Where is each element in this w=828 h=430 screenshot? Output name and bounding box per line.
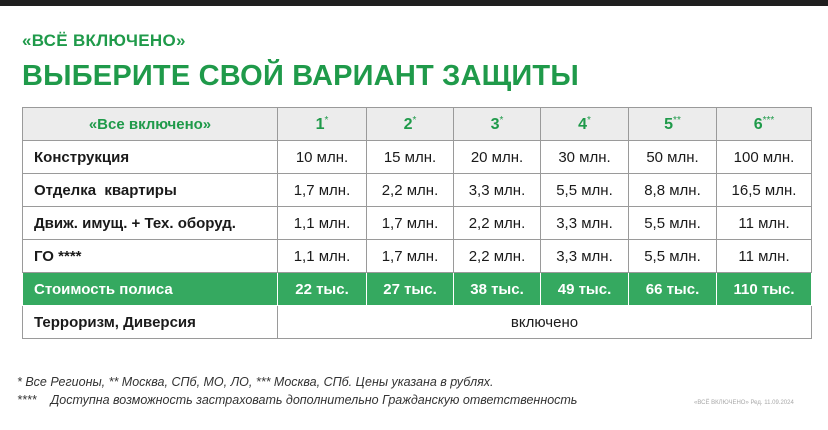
plan-mark: *: [412, 114, 417, 126]
price-cell: 49 тыс.: [541, 273, 629, 306]
brand-note: «ВСЁ ВКЛЮЧЕНО» Ред. 11.09.2024: [694, 400, 794, 406]
footnote-liability: [17, 393, 577, 407]
table-cell: 5,5 млн.: [629, 240, 717, 273]
plan-number: 4: [578, 115, 587, 133]
plan-header-5: [629, 108, 717, 141]
price-cell: 66 тыс.: [629, 273, 717, 306]
price-cell: 22 тыс.: [278, 273, 367, 306]
row-label: Терроризм, Диверсия: [23, 306, 278, 339]
table-cell: 2,2 млн.: [367, 174, 454, 207]
table-cell: 1,7 млн.: [367, 207, 454, 240]
table-cell: 11 млн.: [717, 240, 812, 273]
row-label: Отделка квартиры: [23, 174, 278, 207]
price-label: Стоимость полиса: [23, 273, 278, 306]
table-cell: 20 млн.: [454, 141, 541, 174]
price-cell: 27 тыс.: [367, 273, 454, 306]
table-cell: 1,1 млн.: [278, 207, 367, 240]
corner-label: «Все включено»: [23, 108, 278, 141]
row-label: Конструкция: [23, 141, 278, 174]
plan-header-2: [367, 108, 454, 141]
table-row-price: [23, 273, 812, 306]
table-row-property: [23, 207, 812, 240]
table-cell: 50 млн.: [629, 141, 717, 174]
table-cell: 2,2 млн.: [454, 240, 541, 273]
table-cell: 3,3 млн.: [541, 240, 629, 273]
plan-header-1: [278, 108, 367, 141]
row-label: Движ. имущ. + Тех. оборуд.: [23, 207, 278, 240]
table-cell: 5,5 млн.: [629, 207, 717, 240]
plan-mark: *: [499, 114, 504, 126]
plan-mark: ***: [762, 114, 775, 126]
footnote-mark: ****: [17, 393, 37, 407]
table-row-finishing: [23, 174, 812, 207]
table-cell: 100 млн.: [717, 141, 812, 174]
table-cell: 1,7 млн.: [278, 174, 367, 207]
table-cell: 10 млн.: [278, 141, 367, 174]
price-cell: 110 тыс.: [717, 273, 812, 306]
table-row-terrorism: [23, 306, 812, 339]
table-cell: 15 млн.: [367, 141, 454, 174]
subtitle: «ВСЁ ВКЛЮЧЕНО»: [22, 31, 186, 50]
plan-number: 2: [403, 115, 413, 133]
plan-number: 3: [490, 115, 500, 133]
plan-mark: **: [673, 114, 681, 126]
table-cell: 3,3 млн.: [454, 174, 541, 207]
footnote-regions: * Все Регионы, ** Москва, СПб, МО, ЛО, *** Москва, СПб. Цены указана в рублях.: [17, 375, 494, 389]
table-header-row: [23, 108, 812, 141]
plan-number: 6: [753, 115, 763, 133]
table-cell: 8,8 млн.: [629, 174, 717, 207]
price-cell: 38 тыс.: [454, 273, 541, 306]
row-label: ГО ****: [23, 240, 278, 273]
plan-mark: *: [587, 114, 591, 126]
footnote-text: Доступна возможность застраховать дополнительно Гражданскую ответственность: [50, 393, 578, 407]
plan-header-3: [454, 108, 541, 141]
top-bar: [0, 0, 828, 6]
table-cell: 1,1 млн.: [278, 240, 367, 273]
plan-mark: *: [324, 114, 329, 126]
plan-header-4: [541, 108, 629, 141]
included-cell: включено: [278, 306, 812, 339]
plan-number: 1: [315, 115, 325, 133]
table-cell: 30 млн.: [541, 141, 629, 174]
plan-number: 5: [664, 115, 674, 133]
table-cell: 2,2 млн.: [454, 207, 541, 240]
table-cell: 5,5 млн.: [541, 174, 629, 207]
table-cell: 16,5 млн.: [717, 174, 812, 207]
table-row-liability: [23, 240, 812, 273]
plan-header-6: [717, 108, 812, 141]
table-cell: 11 млн.: [717, 207, 812, 240]
table-cell: 1,7 млн.: [367, 240, 454, 273]
table-row-construction: [23, 141, 812, 174]
table-cell: 3,3 млн.: [541, 207, 629, 240]
page-title: ВЫБЕРИТЕ СВОЙ ВАРИАНТ ЗАЩИТЫ: [22, 60, 579, 92]
plans-table: [22, 107, 812, 339]
